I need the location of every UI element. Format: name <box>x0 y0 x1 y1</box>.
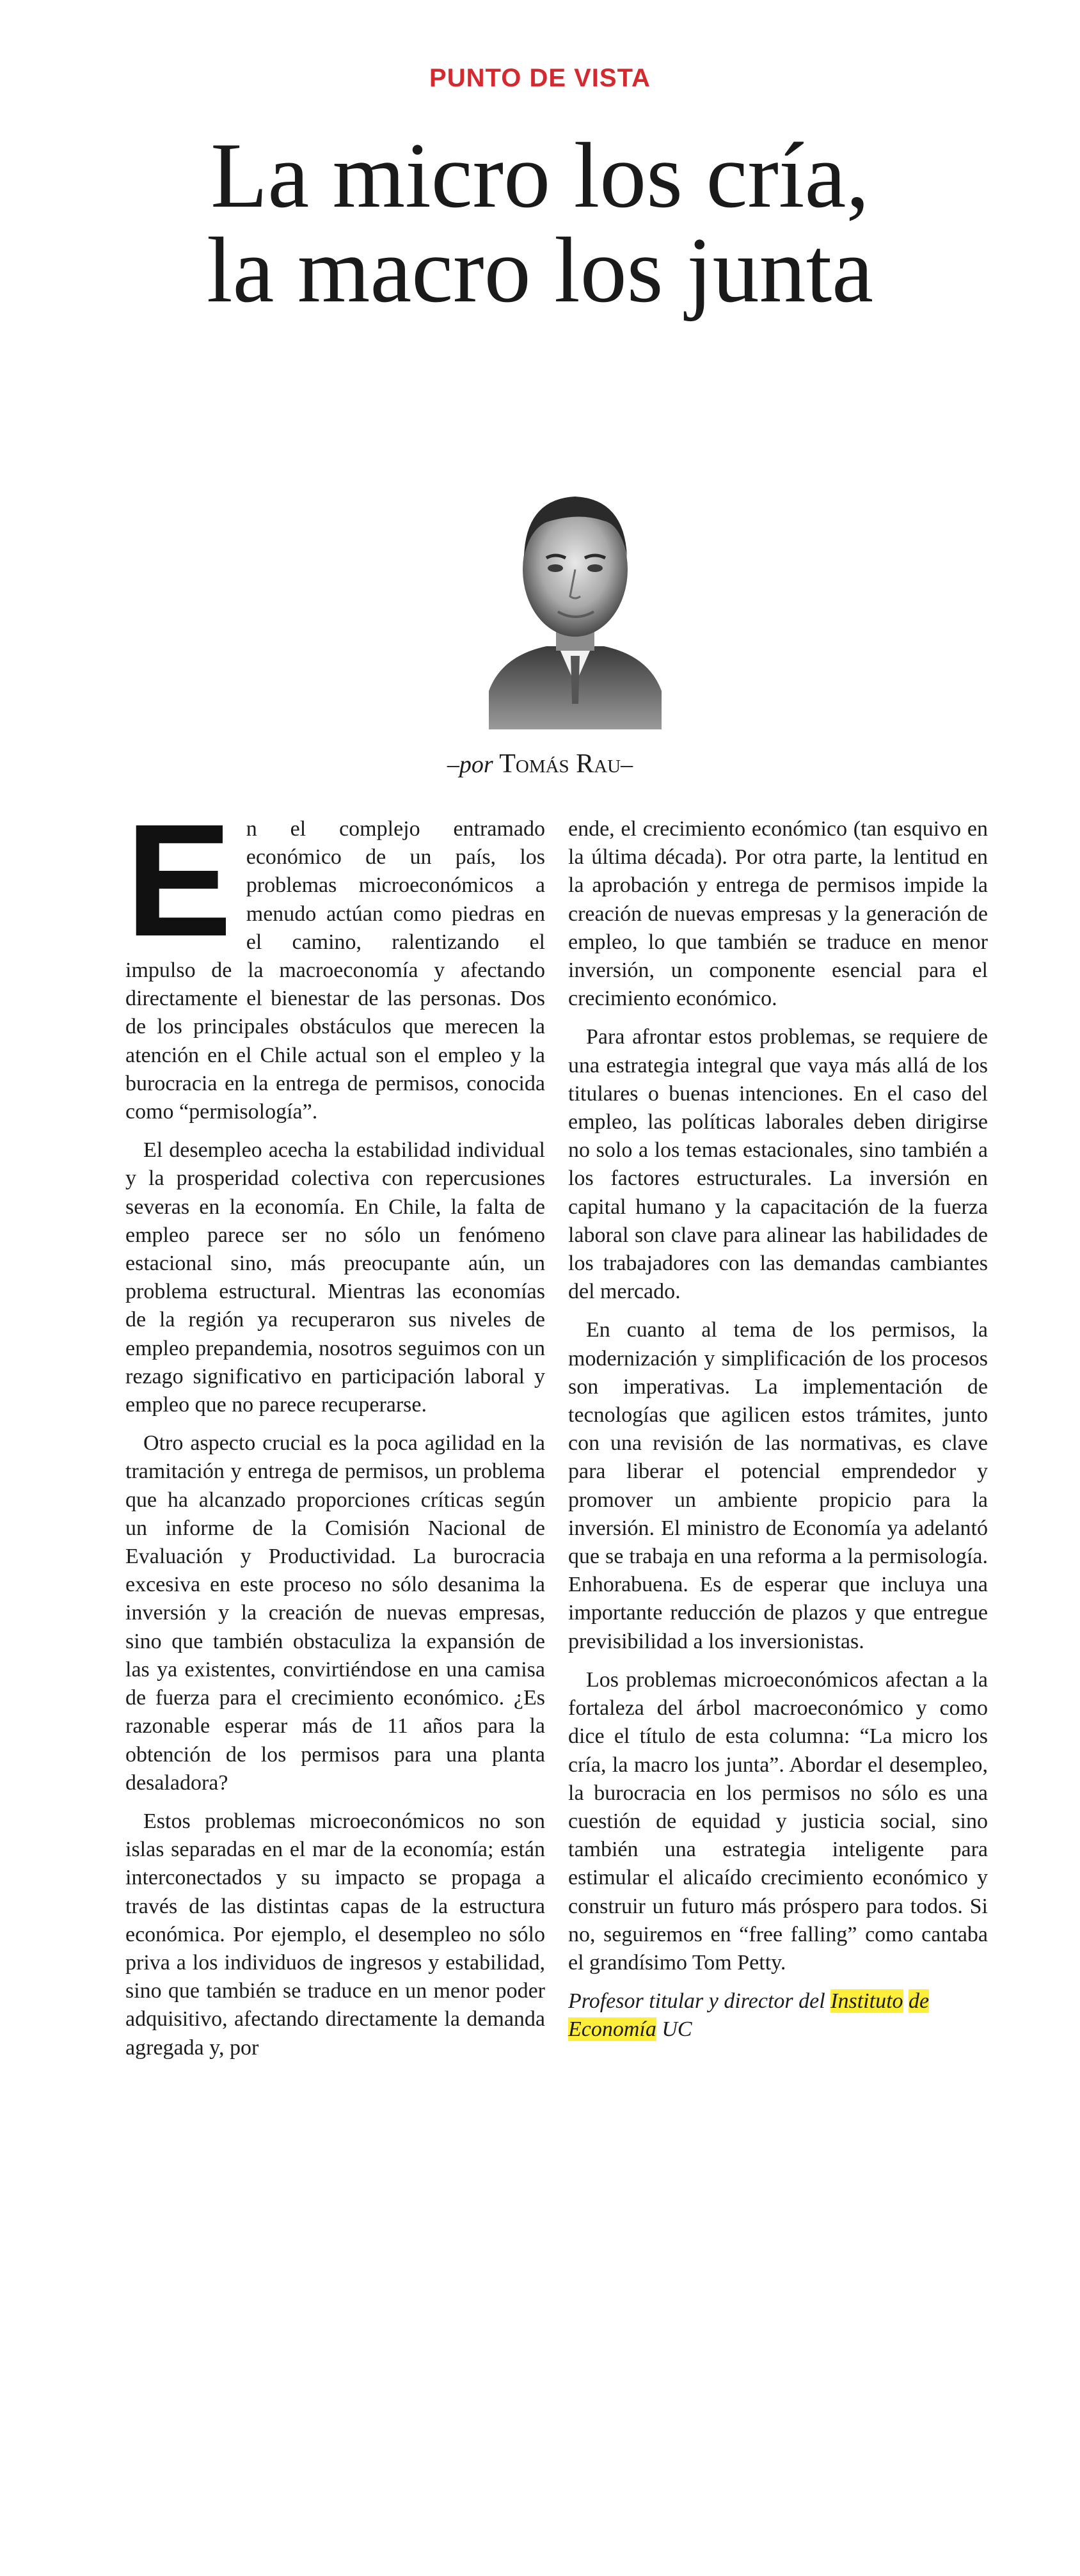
byline-prefix: –por <box>447 751 493 778</box>
headline-line-1: La micro los cría, <box>210 123 870 227</box>
section-label: PUNTO DE VISTA <box>429 64 651 92</box>
article-column-left <box>125 791 545 2072</box>
paragraph-4-start: Estos problemas microeconómicos no son islas separadas en el mar de la economía; están interconectados y su impacto se propaga a través de las distintas capas de la estructura económica. Por ejemplo, el desempleo no sólo priva a los individuos de ingresos y estabilidad, sino que también se traduce en un menor poder adquisitivo, afectando directamente la demanda agregada y, por <box>125 1809 545 2060</box>
credit-prefix: Profesor titular y director del <box>568 1989 831 2014</box>
author-credit <box>568 1987 988 2044</box>
headline <box>0 123 1080 322</box>
paragraph-6: En cuanto al tema de los permisos, la modernización y simplificación de los procesos son imperativas. La implementación de tecnologías que agilicen estos trámites, junto con una revisión de las normativas, es clave para liberar el potencial emprendedor y promover un ambiente propicio para la inversión. El ministro de Economía ya adelantó que se trabaja en una reforma a la permisología. Enhorabuena. Es de esperar que incluya una importante reducción de plazos y que entregue previsibilidad a los inversionistas. <box>568 1318 988 1653</box>
article-column-right <box>568 815 988 2055</box>
paragraph-5: Para afrontar estos problemas, se requiere de una estrategia integral que vaya más allá de los titulares o buenas intenciones. En el caso del empleo, las políticas laborales deben dirigirse no solo a los temas estacionales, sino también a los factores estructurales. La inversión en capital humano y la capacitación de la fuerza laboral son clave para alinear las habilidades de los trabajadores con las demandas cambiantes del mercado. <box>568 1025 988 1304</box>
paragraph-1 <box>125 791 545 1126</box>
byline-suffix: – <box>621 751 633 778</box>
paragraph-7: Los problemas microeconómicos afectan a la fortaleza del árbol macroeconómico y como dice el título de esta columna: “La micro los cría, la macro los junta”. Abordar el desempleo, la burocracia en los permisos no sólo es una cuestión de equidad y justicia social, sino también una estrategia inteligente para estimular el alicaído crecimiento económico y construir un futuro más próspero para todos. Si no, seguiremos en “free falling” como cantaba el grandísimo Tom Petty. <box>568 1667 988 1975</box>
paragraph-3: Otro aspecto crucial es la poca agilidad en la tramitación y entrega de permisos, un problema que ha alcanzado proporciones críticas según un informe de la Comisión Nacional de Evaluación y Productividad. La burocracia excesiva en este proceso no sólo desanima la inversión y la creación de nuevas empresas, sino que también obstaculiza la expansión de las ya existentes, convirtiéndose en una camisa de fuerza para el crecimiento económico. ¿Es razonable esperar más de 11 años para la obtención de los permisos para una planta desaladora? <box>125 1431 545 1795</box>
drop-cap: E <box>125 791 232 969</box>
paragraph-4-end: ende, el crecimiento económico (tan esquivo en la última década). Por otra parte, la lentitud en la aprobación y entrega de permisos impide la creación de nuevas empresas y la generación de empleo, lo que también se traduce en menor inversión, un componente esencial para el crecimiento económico. <box>568 817 988 1011</box>
credit-highlight-institute: Instituto <box>830 1989 903 2014</box>
credit-suffix: UC <box>656 2017 692 2042</box>
credit-highlight-economia: de Economía <box>568 1989 930 2042</box>
paragraph-1-text: n el complejo entramado económico de un país, los problemas microeconómicos a menudo actúan como piedras en el camino, ralentizando el impulso de la macroeconomía y afectando directamente el bienestar de las personas. Dos de los principales obstáculos que merecen la atención en el Chile actual son el empleo y la burocracia en la entrega de permisos, conocida como “permisología”. <box>125 817 545 1124</box>
paragraph-2: El desempleo acecha la estabilidad individual y la prosperidad colectiva con repercusiones severas en la economía. En Chile, la falta de empleo parece ser no sólo un fenómeno estacional sino, más preocupante aún, un problema estructural. Mientras las economías de la región ya recuperaron sus niveles de empleo prepandemia, nosotros seguimos con un rezago significativo en participación laboral y empleo que no parece recuperarse. <box>125 1138 545 1417</box>
author-portrait <box>476 473 674 729</box>
byline <box>0 749 1080 779</box>
author-name: Tomás Rau <box>499 749 621 779</box>
headline-line-2: la macro los junta <box>207 218 873 322</box>
